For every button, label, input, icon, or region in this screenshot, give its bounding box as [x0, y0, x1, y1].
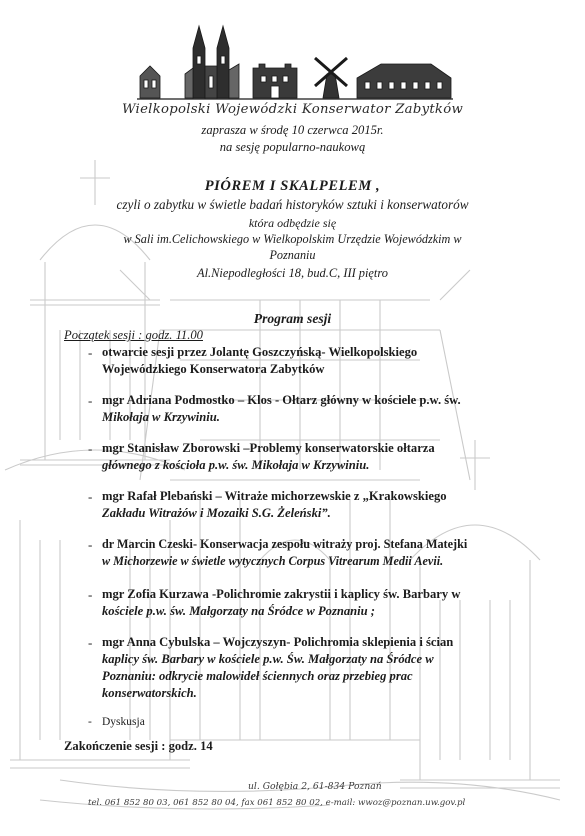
program-item-line: w Michorzewie w świetle wytycznych Corpus Vitrearum Medii Aevii.	[102, 554, 444, 568]
list-bullet: -	[88, 393, 93, 408]
program-item-line: Zakładu Witrażów i Mozaiki S.G. Żeleński”.	[102, 506, 331, 520]
program-item-line: mgr Stanisław Zborowski –Problemy konserwatorskie ołtarza	[102, 441, 435, 455]
monuments-header-illustration	[135, 18, 455, 102]
list-bullet: -	[88, 489, 93, 504]
program-item-line: mgr Zofia Kurzawa -Polichromie zakrystii i kaplicy św. Barbary w	[102, 587, 461, 601]
program-item-line: mgr Adriana Podmostko – Klos - Ołtarz główny w kościele p.w. św.	[102, 393, 461, 407]
program-item-line: kaplicy św. Barbary w kościele p.w. Św. Małgorzaty na Śródce w	[102, 652, 434, 666]
list-bullet: -	[88, 537, 93, 552]
list-bullet: -	[88, 345, 93, 360]
list-bullet: -	[88, 587, 93, 602]
footer-contact: tel. 061 852 80 03, 061 852 80 04, fax 061 852 80 02, e-mail: wwoz@poznan.uw.gov.pl	[88, 798, 466, 808]
institution-name: Wielkopolski Wojewódzki Konserwator Zabytków	[121, 102, 464, 117]
list-bullet: -	[88, 441, 93, 456]
venue-city: Poznaniu	[269, 248, 316, 262]
session-subtitle: czyli o zabytku w świetle badań historyków sztuki i konserwatorów	[116, 197, 469, 212]
venue-intro: która odbędzie się	[248, 216, 337, 230]
session-title: PIÓREM I SKALPELEM ,	[204, 178, 381, 194]
invitation-session-type: na sesję popularno-naukową	[219, 140, 366, 154]
program-heading: Program sesji	[253, 311, 332, 326]
venue-address: Al.Niepodległości 18, bud.C, III piętro	[197, 266, 388, 280]
program-item-line: Mikołaja w Krzywiniu.	[102, 410, 220, 424]
list-bullet: -	[88, 635, 93, 650]
session-start-time: Początek sesji : godz. 11.00	[64, 328, 203, 342]
program-item-line: konserwatorskich.	[102, 686, 197, 700]
venue-hall: w Sali im.Celichowskiego w Wielkopolskim Urzędzie Wojewódzkim w	[123, 232, 462, 246]
program-item-line: Wojewódzkiego Konserwatora Zabytków	[102, 362, 325, 376]
program-item-line: głównego z kościoła p.w. św. Mikołaja w Krzywiniu.	[102, 458, 370, 472]
program-item-line: otwarcie sesji przez Jolantę Goszczyńską- Wielkopolskiego	[102, 345, 418, 359]
program-item-line: kościele p.w. św. Małgorzaty na Śródce w Poznaniu ;	[102, 604, 376, 618]
session-end-time: Zakończenie sesji : godz. 14	[64, 739, 213, 753]
list-bullet: -	[88, 716, 92, 728]
discussion-item: Dyskusja	[102, 716, 145, 728]
program-item-line: dr Marcin Czeski- Konserwacja zespołu witraży proj. Stefana Matejki	[102, 537, 468, 551]
program-item-line: mgr Rafał Plebański – Witraże michorzewskie z „Krakowskiego	[102, 489, 447, 503]
program-item-line: mgr Anna Cybulska – Wojczyszyn- Polichromia sklepienia i ścian	[102, 635, 454, 649]
program-item-line: Poznaniu: odkrycie malowideł ściennych oraz przebieg prac	[102, 669, 413, 683]
footer-address: ul. Gołębia 2, 61-834 Poznań	[248, 781, 382, 792]
invitation-date: zaprasza w środę 10 czerwca 2015r.	[201, 123, 384, 137]
